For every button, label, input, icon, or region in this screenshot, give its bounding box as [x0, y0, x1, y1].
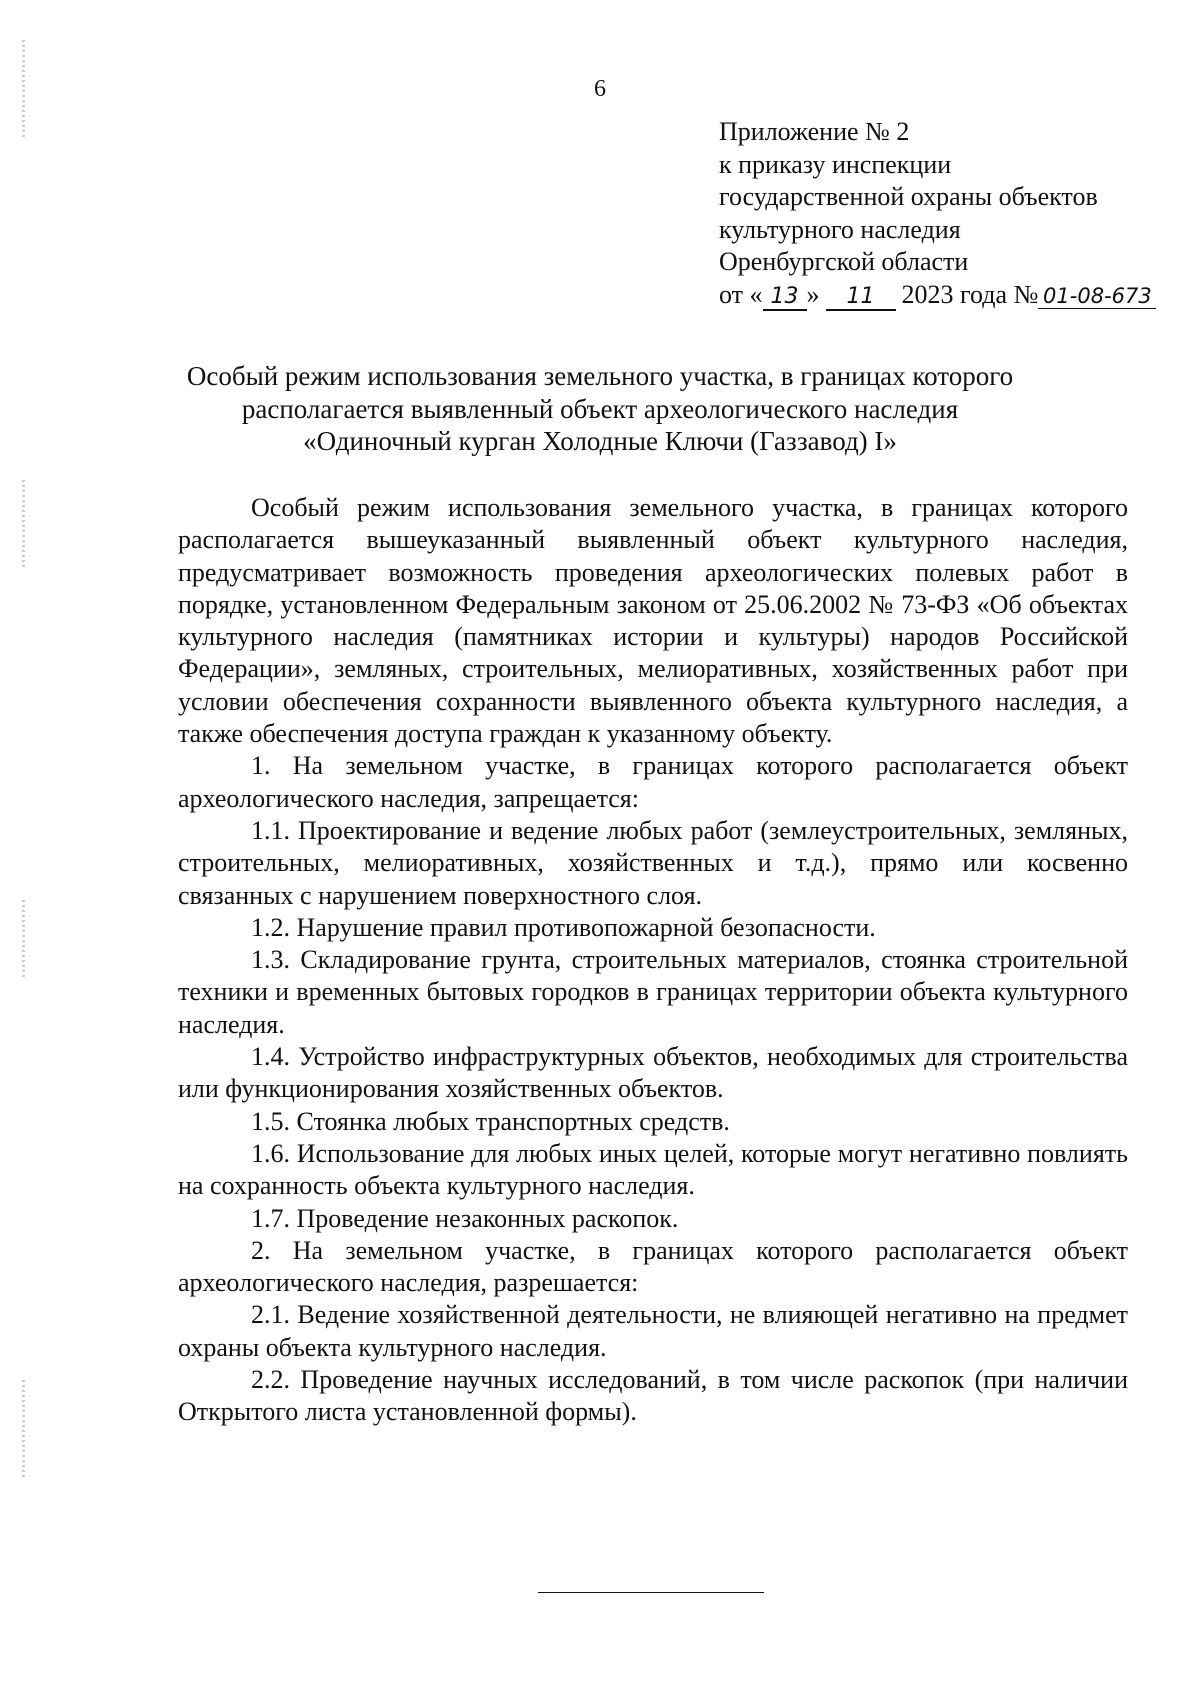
- date-prefix: от «: [719, 279, 763, 309]
- clause-1-6: 1.6. Использование для любых иных целей, которые могут негативно повлиять на сохранность объекта культурного наследия.: [178, 1138, 1128, 1201]
- clause-1-7: 1.7. Проведение незаконных раскопок.: [251, 1203, 679, 1233]
- clause-1-5: 1.5. Стоянка любых транспортных средств.: [251, 1106, 730, 1136]
- scan-artifact: [22, 480, 25, 570]
- intro-paragraph: Особый режим использования земельного участка, в границах которого располагается вышеуказанный выявленный объект культурного наследия, предусматривает возможность проведения археологических полевых работ в порядке, установленном Федеральным законом от 25.06.2002 № 73-ФЗ «Об объектах культурного наследия (памятниках истории и культуры) народов Российской Федерации», земляных, строительных, мелиоративных, хозяйственных работ при условии обеспечения сохранности выявленного объекта культурного наследия, а также обеспечения доступа граждан к указанному объекту.: [178, 493, 1128, 749]
- clause-1-3: 1.3. Складирование грунта, строительных материалов, стоянка строительной техники и временных бытовых городков в границах территории объекта культурного наследия.: [178, 945, 1128, 1039]
- title-line: Особый режим использования земельного участка, в границах которого: [186, 361, 1014, 391]
- clause-2: 2. На земельном участке, в границах которого располагается объект археологического наследия, разрешается:: [178, 1235, 1128, 1298]
- document-body: [178, 492, 1128, 1429]
- handwritten-order-number: 01-08-673: [1038, 284, 1156, 309]
- appendix-title: Приложение № 2: [719, 117, 910, 146]
- clause-1-4: 1.4. Устройство инфраструктурных объектов, необходимых для строительства или функционирования хозяйственных объектов.: [178, 1042, 1128, 1104]
- clause-2-2: 2.2. Проведение научных исследований, в том числе раскопок (при наличии Открытого листа установленной формы).: [178, 1365, 1128, 1427]
- end-divider-line: [538, 1592, 764, 1593]
- scan-artifact: [22, 900, 25, 980]
- date-year-text: 2023 года №: [901, 279, 1039, 309]
- appendix-line: культурного наследия: [719, 214, 961, 244]
- clause-2-1: 2.1. Ведение хозяйственной деятельности, не влияющей негативно на предмет охраны объекта культурного наследия.: [178, 1300, 1128, 1362]
- appendix-line: государственной охраны объектов: [719, 182, 1098, 211]
- date-quote-close: »: [806, 279, 820, 309]
- handwritten-day: 13: [763, 285, 807, 311]
- clause-1-2: 1.2. Нарушение правил противопожарной безопасности.: [251, 912, 876, 942]
- handwritten-month: 11: [826, 285, 896, 311]
- title-line: располагается выявленный объект археологического наследия: [241, 393, 959, 424]
- appendix-header: [719, 116, 1189, 311]
- page-number: 6: [594, 76, 606, 102]
- scan-artifact: [22, 1380, 25, 1480]
- document-title: [160, 360, 1040, 458]
- clause-1-1: 1.1. Проектирование и ведение любых работ (землеустроительных, земляных, строительных, мелиоративных, хозяйственных и т.д.), прямо или косвенно связанных с нарушением поверхностного слоя.: [178, 815, 1128, 910]
- appendix-line: Оренбургской области: [719, 247, 969, 276]
- title-line: «Одиночный курган Холодные Ключи (Газзавод) I»: [303, 426, 897, 456]
- clause-1: 1. На земельном участке, в границах которого располагается объект археологического наследия, запрещается:: [178, 751, 1128, 813]
- appendix-line: к приказу инспекции: [719, 149, 952, 179]
- appendix-date-line: [719, 279, 1189, 312]
